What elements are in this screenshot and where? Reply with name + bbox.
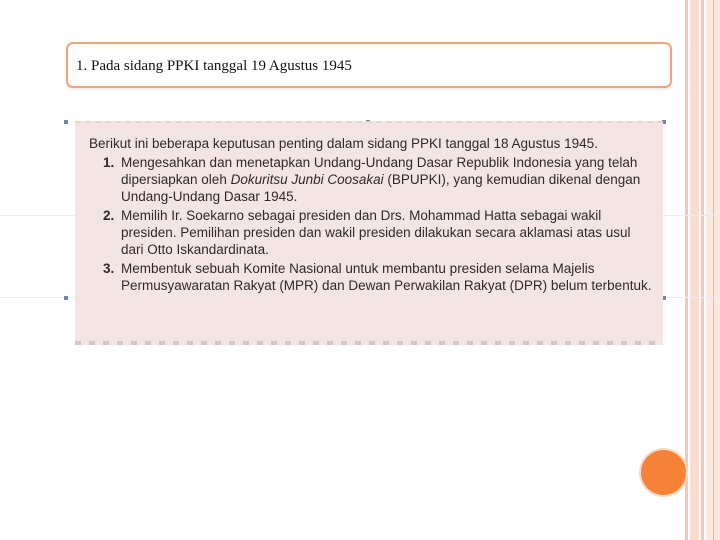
title-box[interactable] bbox=[66, 42, 672, 88]
item-line: presiden. Pemilihan presiden dan wakil presiden dilakukan secara aklamasi atas usul bbox=[121, 225, 631, 240]
item-line: Membentuk sebuah Komite Nasional untuk membantu presiden selama Majelis bbox=[121, 261, 595, 276]
resize-handle[interactable] bbox=[64, 296, 68, 300]
list-item bbox=[89, 154, 649, 205]
item-line: Permusyawaratan Rakyat (MPR) dan Dewan Perwakilan Rakyat (DPR) belum terbentuk. bbox=[121, 278, 652, 293]
textbook-excerpt-image[interactable] bbox=[75, 121, 663, 345]
cut-off-text-row bbox=[75, 341, 663, 345]
item-line: Undang-Undang Dasar 1945. bbox=[121, 189, 298, 204]
list-item bbox=[89, 207, 649, 258]
slide-title: 1. Pada sidang PPKI tanggal 19 Agustus 1945 bbox=[76, 58, 352, 74]
item-line: dipersiapkan oleh Dokuritsu Junbi Coosakai (BPUPKI), yang kemudian dikenal dengan bbox=[121, 172, 641, 187]
list-item bbox=[89, 260, 652, 294]
border-line bbox=[713, 0, 714, 540]
item-line: Memilih Ir. Soekarno sebagai presiden dan Drs. Mohammad Hatta sebagai wakil bbox=[121, 208, 602, 223]
item-number: 1. bbox=[103, 155, 115, 170]
item-line: Mengesahkan dan menetapkan Undang-Undang Dasar Republik Indonesia yang telah bbox=[121, 155, 638, 170]
excerpt-intro: Berikut ini beberapa keputusan penting dalam sidang PPKI tanggal 18 Agustus 1945. bbox=[89, 136, 598, 151]
border-stripe bbox=[701, 0, 704, 540]
item-line: dari Otto Iskandardinata. bbox=[121, 242, 269, 257]
border-stripe bbox=[690, 0, 699, 540]
resize-handle[interactable] bbox=[64, 120, 68, 124]
orange-circle-icon bbox=[641, 450, 686, 495]
item-number: 3. bbox=[103, 261, 115, 276]
item-number: 2. bbox=[103, 208, 115, 223]
italic-term: Dokuritsu Junbi Coosakai bbox=[230, 172, 384, 187]
border-stripe bbox=[685, 0, 688, 540]
